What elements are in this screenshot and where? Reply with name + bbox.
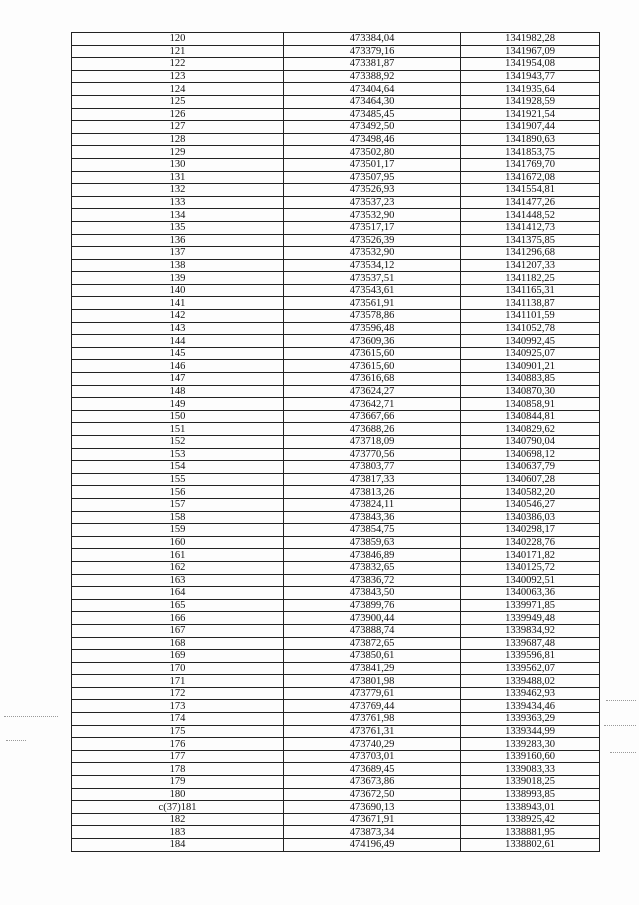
table-row <box>72 587 600 600</box>
point-number-cell: 129 <box>72 146 284 159</box>
table-row <box>72 675 600 688</box>
y-coordinate-cell: 1340298,17 <box>461 524 600 537</box>
x-coordinate-cell: 473543,61 <box>284 284 461 297</box>
table-row <box>72 839 600 852</box>
table-row <box>72 184 600 197</box>
x-coordinate-cell: 473578,86 <box>284 310 461 323</box>
scan-artifact-left <box>6 740 26 741</box>
x-coordinate-cell: 473464,30 <box>284 95 461 108</box>
table-row <box>72 58 600 71</box>
x-coordinate-cell: 473900,44 <box>284 612 461 625</box>
point-number-cell: 125 <box>72 95 284 108</box>
x-coordinate-cell: 473672,50 <box>284 788 461 801</box>
point-number-cell: 155 <box>72 473 284 486</box>
y-coordinate-cell: 1340637,79 <box>461 461 600 474</box>
x-coordinate-cell: 473689,45 <box>284 763 461 776</box>
y-coordinate-cell: 1339488,02 <box>461 675 600 688</box>
point-number-cell: 183 <box>72 826 284 839</box>
scan-artifact-right <box>610 752 636 753</box>
table-row <box>72 536 600 549</box>
point-number-cell: 134 <box>72 209 284 222</box>
point-number-cell: 130 <box>72 158 284 171</box>
table-row <box>72 750 600 763</box>
y-coordinate-cell: 1339949,48 <box>461 612 600 625</box>
point-number-cell: 137 <box>72 247 284 260</box>
point-number-cell: 139 <box>72 272 284 285</box>
table-row <box>72 284 600 297</box>
table-row <box>72 398 600 411</box>
y-coordinate-cell: 1341982,28 <box>461 33 600 46</box>
x-coordinate-cell: 473873,34 <box>284 826 461 839</box>
x-coordinate-cell: 473824,11 <box>284 498 461 511</box>
x-coordinate-cell: 473836,72 <box>284 574 461 587</box>
table-row <box>72 171 600 184</box>
point-number-cell: 120 <box>72 33 284 46</box>
x-coordinate-cell: 473801,98 <box>284 675 461 688</box>
x-coordinate-cell: 473404,64 <box>284 83 461 96</box>
x-coordinate-cell: 473616,68 <box>284 373 461 386</box>
x-coordinate-cell: 473517,17 <box>284 221 461 234</box>
x-coordinate-cell: 473843,50 <box>284 587 461 600</box>
table-row <box>72 234 600 247</box>
point-number-cell: 135 <box>72 221 284 234</box>
table-row <box>72 549 600 562</box>
y-coordinate-cell: 1339283,30 <box>461 738 600 751</box>
table-row <box>72 813 600 826</box>
y-coordinate-cell: 1341412,73 <box>461 221 600 234</box>
table-row <box>72 33 600 46</box>
point-number-cell: 142 <box>72 310 284 323</box>
x-coordinate-cell: 473532,90 <box>284 209 461 222</box>
point-number-cell: 133 <box>72 196 284 209</box>
point-number-cell: 147 <box>72 373 284 386</box>
x-coordinate-cell: 473688,26 <box>284 423 461 436</box>
x-coordinate-cell: 473703,01 <box>284 750 461 763</box>
table-row <box>72 385 600 398</box>
table-row <box>72 373 600 386</box>
y-coordinate-cell: 1341890,63 <box>461 133 600 146</box>
y-coordinate-cell: 1341954,08 <box>461 58 600 71</box>
table-row <box>72 486 600 499</box>
y-coordinate-cell: 1339363,29 <box>461 713 600 726</box>
y-coordinate-cell: 1338925,42 <box>461 813 600 826</box>
coordinates-table <box>71 32 600 852</box>
table-row <box>72 259 600 272</box>
y-coordinate-cell: 1341554,81 <box>461 184 600 197</box>
point-number-cell: 182 <box>72 813 284 826</box>
point-number-cell: 169 <box>72 650 284 663</box>
x-coordinate-cell: 473761,98 <box>284 713 461 726</box>
point-number-cell: 172 <box>72 687 284 700</box>
y-coordinate-cell: 1339462,93 <box>461 687 600 700</box>
y-coordinate-cell: 1340883,85 <box>461 373 600 386</box>
x-coordinate-cell: 473537,23 <box>284 196 461 209</box>
y-coordinate-cell: 1341448,52 <box>461 209 600 222</box>
x-coordinate-cell: 473671,91 <box>284 813 461 826</box>
x-coordinate-cell: 473624,27 <box>284 385 461 398</box>
point-number-cell: 153 <box>72 448 284 461</box>
table-row <box>72 700 600 713</box>
y-coordinate-cell: 1340901,21 <box>461 360 600 373</box>
table-row <box>72 763 600 776</box>
x-coordinate-cell: 473850,61 <box>284 650 461 663</box>
x-coordinate-cell: 473537,51 <box>284 272 461 285</box>
point-number-cell: 180 <box>72 788 284 801</box>
point-number-cell: 149 <box>72 398 284 411</box>
y-coordinate-cell: 1339344,99 <box>461 725 600 738</box>
x-coordinate-cell: 473498,46 <box>284 133 461 146</box>
x-coordinate-cell: 473667,66 <box>284 410 461 423</box>
y-coordinate-cell: 1339971,85 <box>461 599 600 612</box>
table-row <box>72 310 600 323</box>
x-coordinate-cell: 473596,48 <box>284 322 461 335</box>
table-row <box>72 347 600 360</box>
table-row <box>72 121 600 134</box>
y-coordinate-cell: 1340125,72 <box>461 561 600 574</box>
y-coordinate-cell: 1341296,68 <box>461 247 600 260</box>
x-coordinate-cell: 473843,36 <box>284 511 461 524</box>
y-coordinate-cell: 1340870,30 <box>461 385 600 398</box>
table-row <box>72 473 600 486</box>
x-coordinate-cell: 473673,86 <box>284 776 461 789</box>
table-row <box>72 436 600 449</box>
y-coordinate-cell: 1341477,26 <box>461 196 600 209</box>
x-coordinate-cell: 473526,93 <box>284 184 461 197</box>
point-number-cell: 144 <box>72 335 284 348</box>
point-number-cell: 141 <box>72 297 284 310</box>
x-coordinate-cell: 473502,80 <box>284 146 461 159</box>
y-coordinate-cell: 1339834,92 <box>461 624 600 637</box>
x-coordinate-cell: 473770,56 <box>284 448 461 461</box>
x-coordinate-cell: 473534,12 <box>284 259 461 272</box>
point-number-cell: 160 <box>72 536 284 549</box>
table-row <box>72 574 600 587</box>
point-number-cell: 168 <box>72 637 284 650</box>
y-coordinate-cell: 1339434,46 <box>461 700 600 713</box>
point-number-cell: 128 <box>72 133 284 146</box>
y-coordinate-cell: 1340546,27 <box>461 498 600 511</box>
y-coordinate-cell: 1341101,59 <box>461 310 600 323</box>
x-coordinate-cell: 473859,63 <box>284 536 461 549</box>
point-number-cell: 121 <box>72 45 284 58</box>
table-row <box>72 650 600 663</box>
point-number-cell: 151 <box>72 423 284 436</box>
x-coordinate-cell: 473817,33 <box>284 473 461 486</box>
y-coordinate-cell: 1340829,62 <box>461 423 600 436</box>
table-row <box>72 423 600 436</box>
x-coordinate-cell: 473642,71 <box>284 398 461 411</box>
table-row <box>72 738 600 751</box>
y-coordinate-cell: 1338993,85 <box>461 788 600 801</box>
table-row <box>72 524 600 537</box>
x-coordinate-cell: 473381,87 <box>284 58 461 71</box>
x-coordinate-cell: 473379,16 <box>284 45 461 58</box>
table-row <box>72 272 600 285</box>
x-coordinate-cell: 473769,44 <box>284 700 461 713</box>
y-coordinate-cell: 1338881,95 <box>461 826 600 839</box>
point-number-cell: 166 <box>72 612 284 625</box>
table-row <box>72 335 600 348</box>
point-number-cell: 138 <box>72 259 284 272</box>
point-number-cell: 178 <box>72 763 284 776</box>
table-row <box>72 561 600 574</box>
x-coordinate-cell: 473718,09 <box>284 436 461 449</box>
y-coordinate-cell: 1340790,04 <box>461 436 600 449</box>
point-number-cell: 143 <box>72 322 284 335</box>
y-coordinate-cell: 1341967,09 <box>461 45 600 58</box>
table-row <box>72 687 600 700</box>
table-row <box>72 410 600 423</box>
point-number-cell: 163 <box>72 574 284 587</box>
x-coordinate-cell: 473899,76 <box>284 599 461 612</box>
point-number-cell: 173 <box>72 700 284 713</box>
table-row <box>72 788 600 801</box>
y-coordinate-cell: 1340992,45 <box>461 335 600 348</box>
point-number-cell: 132 <box>72 184 284 197</box>
table-row <box>72 221 600 234</box>
point-number-cell: 145 <box>72 347 284 360</box>
x-coordinate-cell: 473761,31 <box>284 725 461 738</box>
y-coordinate-cell: 1340171,82 <box>461 549 600 562</box>
scan-artifact-left <box>4 716 58 717</box>
point-number-cell: 126 <box>72 108 284 121</box>
point-number-cell: 161 <box>72 549 284 562</box>
y-coordinate-cell: 1341943,77 <box>461 70 600 83</box>
x-coordinate-cell: 473561,91 <box>284 297 461 310</box>
table-row <box>72 209 600 222</box>
point-number-cell: 176 <box>72 738 284 751</box>
table-row <box>72 624 600 637</box>
y-coordinate-cell: 1340386,03 <box>461 511 600 524</box>
y-coordinate-cell: 1340063,36 <box>461 587 600 600</box>
x-coordinate-cell: 473532,90 <box>284 247 461 260</box>
point-number-cell: 124 <box>72 83 284 96</box>
y-coordinate-cell: 1340228,76 <box>461 536 600 549</box>
point-number-cell: 136 <box>72 234 284 247</box>
y-coordinate-cell: 1341052,78 <box>461 322 600 335</box>
point-number-cell: 159 <box>72 524 284 537</box>
table-row <box>72 498 600 511</box>
y-coordinate-cell: 1341907,44 <box>461 121 600 134</box>
x-coordinate-cell: 473526,39 <box>284 234 461 247</box>
point-number-cell: 164 <box>72 587 284 600</box>
x-coordinate-cell: 473388,92 <box>284 70 461 83</box>
point-number-cell: 162 <box>72 561 284 574</box>
table-row <box>72 599 600 612</box>
y-coordinate-cell: 1341928,59 <box>461 95 600 108</box>
point-number-cell: 158 <box>72 511 284 524</box>
point-number-cell: 170 <box>72 662 284 675</box>
y-coordinate-cell: 1341165,31 <box>461 284 600 297</box>
y-coordinate-cell: 1340925,07 <box>461 347 600 360</box>
table-row <box>72 70 600 83</box>
table-row <box>72 662 600 675</box>
y-coordinate-cell: 1340844,81 <box>461 410 600 423</box>
y-coordinate-cell: 1339687,48 <box>461 637 600 650</box>
x-coordinate-cell: 473841,29 <box>284 662 461 675</box>
x-coordinate-cell: 473813,26 <box>284 486 461 499</box>
y-coordinate-cell: 1340698,12 <box>461 448 600 461</box>
point-number-cell: 171 <box>72 675 284 688</box>
point-number-cell: 140 <box>72 284 284 297</box>
y-coordinate-cell: 1341138,87 <box>461 297 600 310</box>
y-coordinate-cell: 1339562,07 <box>461 662 600 675</box>
y-coordinate-cell: 1338802,61 <box>461 839 600 852</box>
y-coordinate-cell: 1341921,54 <box>461 108 600 121</box>
point-number-cell: 157 <box>72 498 284 511</box>
table-row <box>72 322 600 335</box>
x-coordinate-cell: 474196,49 <box>284 839 461 852</box>
point-number-cell: 174 <box>72 713 284 726</box>
point-number-cell: 184 <box>72 839 284 852</box>
y-coordinate-cell: 1341853,75 <box>461 146 600 159</box>
point-number-cell: c(37)181 <box>72 801 284 814</box>
x-coordinate-cell: 473846,89 <box>284 549 461 562</box>
y-coordinate-cell: 1340858,91 <box>461 398 600 411</box>
point-number-cell: 127 <box>72 121 284 134</box>
table-row <box>72 360 600 373</box>
point-number-cell: 156 <box>72 486 284 499</box>
point-number-cell: 146 <box>72 360 284 373</box>
table-row <box>72 713 600 726</box>
table-row <box>72 776 600 789</box>
x-coordinate-cell: 473501,17 <box>284 158 461 171</box>
y-coordinate-cell: 1340092,51 <box>461 574 600 587</box>
table-row <box>72 297 600 310</box>
y-coordinate-cell: 1341375,85 <box>461 234 600 247</box>
y-coordinate-cell: 1340607,28 <box>461 473 600 486</box>
point-number-cell: 150 <box>72 410 284 423</box>
x-coordinate-cell: 473690,13 <box>284 801 461 814</box>
x-coordinate-cell: 473740,29 <box>284 738 461 751</box>
y-coordinate-cell: 1341935,64 <box>461 83 600 96</box>
x-coordinate-cell: 473779,61 <box>284 687 461 700</box>
x-coordinate-cell: 473615,60 <box>284 347 461 360</box>
table-row <box>72 612 600 625</box>
x-coordinate-cell: 473485,45 <box>284 108 461 121</box>
y-coordinate-cell: 1339160,60 <box>461 750 600 763</box>
x-coordinate-cell: 473803,77 <box>284 461 461 474</box>
y-coordinate-cell: 1339596,81 <box>461 650 600 663</box>
scan-artifact-right <box>606 700 636 701</box>
table-row <box>72 448 600 461</box>
y-coordinate-cell: 1341182,25 <box>461 272 600 285</box>
table-row <box>72 95 600 108</box>
table-row <box>72 637 600 650</box>
point-number-cell: 167 <box>72 624 284 637</box>
x-coordinate-cell: 473507,95 <box>284 171 461 184</box>
y-coordinate-cell: 1339018,25 <box>461 776 600 789</box>
y-coordinate-cell: 1341672,08 <box>461 171 600 184</box>
table-row <box>72 108 600 121</box>
x-coordinate-cell: 473854,75 <box>284 524 461 537</box>
point-number-cell: 165 <box>72 599 284 612</box>
table-row <box>72 196 600 209</box>
point-number-cell: 175 <box>72 725 284 738</box>
table-row <box>72 133 600 146</box>
table-row <box>72 158 600 171</box>
point-number-cell: 177 <box>72 750 284 763</box>
y-coordinate-cell: 1341769,70 <box>461 158 600 171</box>
x-coordinate-cell: 473384,04 <box>284 33 461 46</box>
point-number-cell: 152 <box>72 436 284 449</box>
point-number-cell: 154 <box>72 461 284 474</box>
table-row <box>72 83 600 96</box>
x-coordinate-cell: 473609,36 <box>284 335 461 348</box>
point-number-cell: 123 <box>72 70 284 83</box>
y-coordinate-cell: 1339083,33 <box>461 763 600 776</box>
table-row <box>72 146 600 159</box>
scan-artifact-right <box>604 725 636 726</box>
y-coordinate-cell: 1338943,01 <box>461 801 600 814</box>
y-coordinate-cell: 1340582,20 <box>461 486 600 499</box>
table-row <box>72 511 600 524</box>
y-coordinate-cell: 1341207,33 <box>461 259 600 272</box>
table-row <box>72 461 600 474</box>
point-number-cell: 179 <box>72 776 284 789</box>
table-row <box>72 801 600 814</box>
x-coordinate-cell: 473872,65 <box>284 637 461 650</box>
table-row <box>72 247 600 260</box>
x-coordinate-cell: 473832,65 <box>284 561 461 574</box>
x-coordinate-cell: 473615,60 <box>284 360 461 373</box>
x-coordinate-cell: 473492,50 <box>284 121 461 134</box>
table-row <box>72 725 600 738</box>
point-number-cell: 122 <box>72 58 284 71</box>
table-row <box>72 45 600 58</box>
table-row <box>72 826 600 839</box>
coordinates-table-body <box>72 33 600 852</box>
point-number-cell: 148 <box>72 385 284 398</box>
x-coordinate-cell: 473888,74 <box>284 624 461 637</box>
point-number-cell: 131 <box>72 171 284 184</box>
